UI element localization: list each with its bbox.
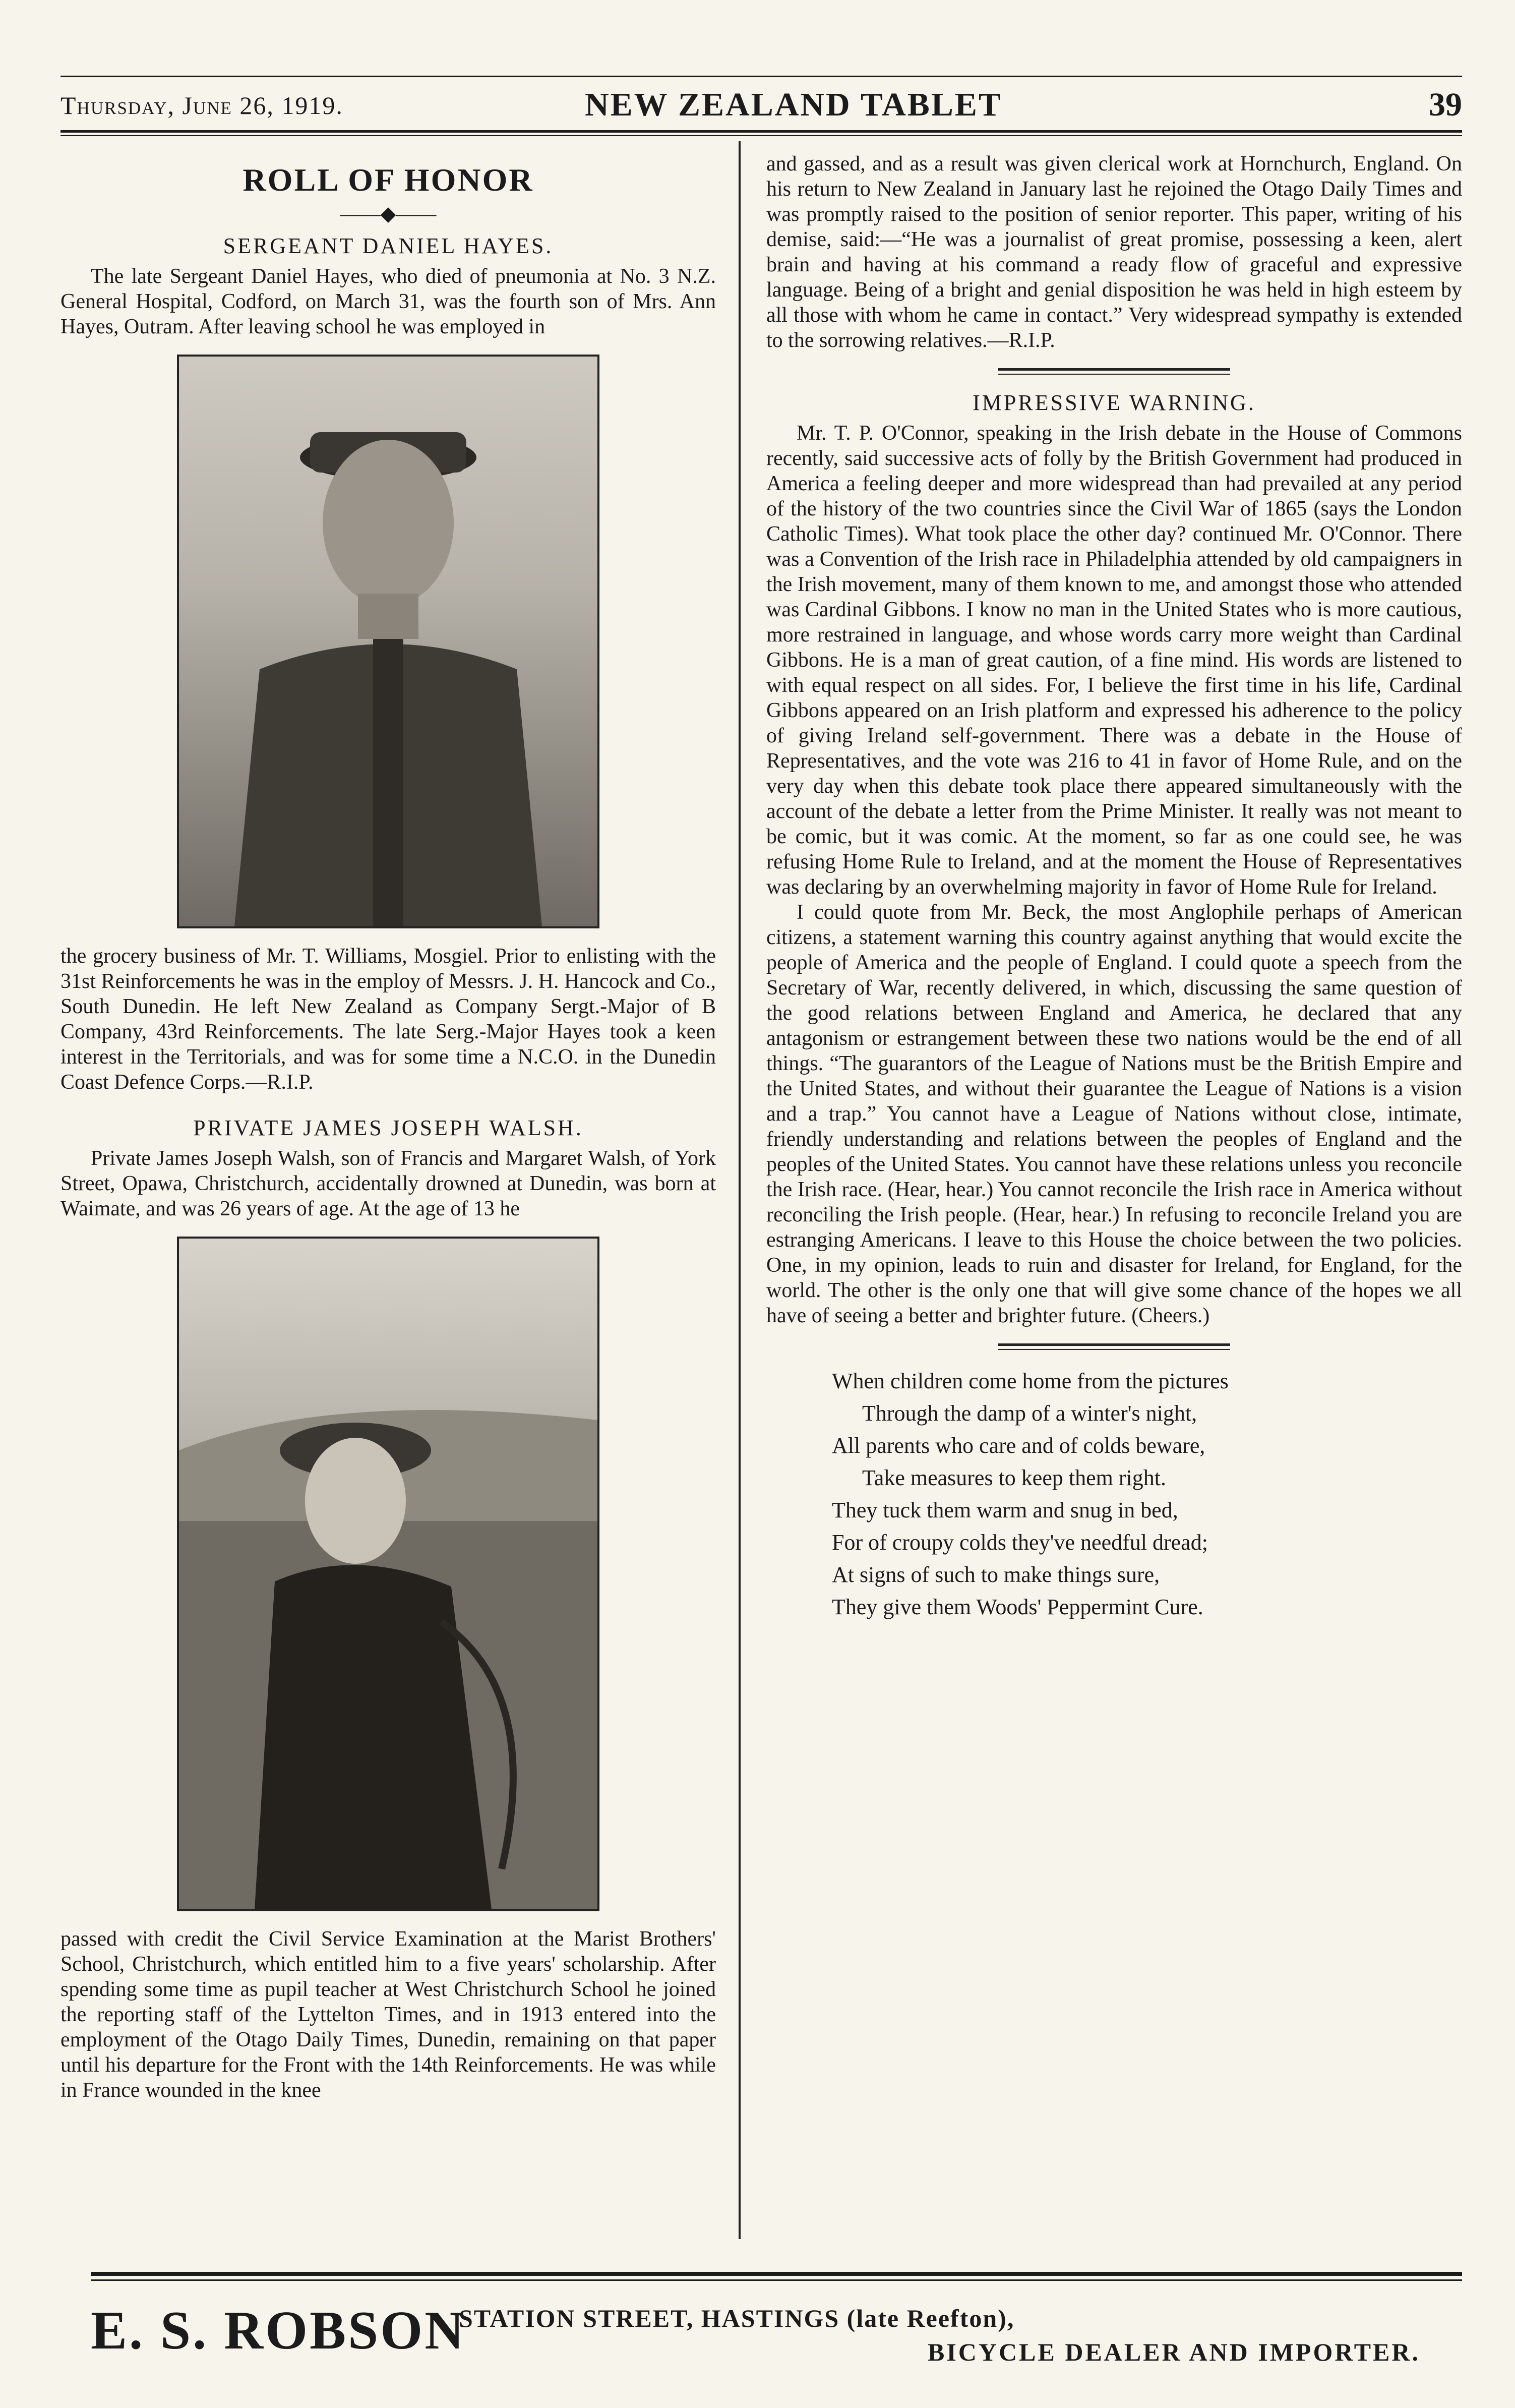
poem-line: At signs of such to make things sure, [832,1562,1160,1587]
poem-line: Through the damp of a winter's night, [862,1401,1197,1426]
publication-title: NEW ZEALAND TABLET [585,86,1002,123]
poem-line: All parents who care and of colds beware, [832,1433,1205,1458]
footer-rule-thin [91,2279,1462,2281]
poem-line: They give them Woods' Peppermint Cure. [832,1595,1203,1619]
warning-paragraph-1: Mr. T. P. O'Connor, speaking in the Irish debate in the House of Commons recently, said successive acts of folly by the British Government had produced in America a feeling deeper and more widespread than had prevailed at any period of the history of the two countries since the Civil War of 1865 (says the London Catholic Times). What took place the other day? continued Mr. O'Connor. There was a Convention of the Irish race in Philadelphia attended by old campaigners in the Irish movement, many of them known to me, and amongst those who attended was Cardinal Gibbons. I know no man in the United States who is more cautious, more restrained in language, and whose words carry more weight than Cardinal Gibbons. He is a man of great caution, of a fine mind. His words are listened to with equal respect on all sides. For, I believe the first time in his life, Cardinal Gibbons appeared on an Irish platform and expressed his adherence to the policy of giving Ireland self-government. There was a debate in the House of Representatives, and the vote was 216 to 41 in favor of Home Rule, and on the very day when this debate took place there appeared simultaneously with the account of the debate a letter from the Prime Minister. It really was not meant to be comic, but it was comic. At the moment, so far as one could see, he was refusing Home Rule to Ireland, and at the moment the House of Representatives was declaring by an overwhelming majority in favor of Home Rule for Ireland. [766,422,1462,899]
walsh-heading: PRIVATE JAMES JOSEPH WALSH. [193,1115,583,1140]
header-rule [60,130,1462,133]
page-header [60,86,1462,126]
walsh-paragraph-2: passed with credit the Civil Service Examination at the Marist Brothers' School, Christchurch, which entitled him to a five years' scholarship. After spending some time as pupil teacher at West Christchurch School he joined the reporting staff of the Lyttelton Times, and in 1913 entered into the employment of the Otago Daily Times, Dunedin, remaining on that paper until his departure for the Front with the 14th Reinforcements. He was while in France wounded in the knee [60,1927,716,2102]
section-divider-1 [998,368,1230,375]
poem-line: When children come home from the pictures [832,1369,1229,1393]
poem-line: For of croupy colds they've needful dread; [832,1530,1208,1555]
header-rule-thin [60,135,1462,136]
header-top-rule [60,76,1462,77]
walsh-paragraph-3: and gassed, and as a result was given clerical work at Hornchurch, England. On his return to New Zealand in January last he rejoined the Otago Daily Times and was promptly raised to the position of senior reporter. This paper, writing of his demise, said:—“He was a journalist of great promise, possessing a keen, alert brain and having at his command a ready flow of graceful and expressive language. Being of a bright and genial disposition he was held in high esteem by all those with whom he came in contact.” Very widespread sympathy is extended to the sorrowing relatives.—R.I.P. [766,152,1462,352]
advertisement-footer [91,2289,1462,2390]
soldier-portrait-illustration [179,357,597,926]
roll-of-honor-title: ROLL OF HONOR [243,162,534,198]
column-divider [739,141,741,2239]
poem-line: They tuck them warm and snug in bed, [832,1498,1178,1522]
left-column [60,151,716,2103]
issue-date: Thursday, June 26, 1919. [60,91,343,120]
hayes-paragraph-2: the grocery business of Mr. T. Williams, Mosgiel. Prior to enlisting with the 31st Reinforcements he was in the employ of Messrs. J. H. Hancock and Co., South Dunedin. He left New Zealand as Company Sergt.-Major of B Company, 43rd Reinforcements. The late Serg.-Major Hayes took a keen interest in the Territorials, and was for some time a N.C.O. in the Dunedin Coast Defence Corps.—R.I.P. [60,945,716,1094]
advertiser-address: STATION STREET, HASTINGS (late Reefton), [459,2304,1015,2332]
advertiser-name: E. S. ROBSON [91,2301,466,2361]
warning-paragraph-2: I could quote from Mr. Beck, the most Anglophile perhaps of American citizens, a statement warning this country against anything that would excite the people of America and the people of England. I could quote a speech from the Secretary of War, recently delivered, in which, discussing the same question of the good relations between England and America, he declared that any antagonism or estrangement between these two nations would be the end of all things. “The guarantors of the League of Nations must be the British Empire and the United States, and without their guarantee the League of Nations is a vision and a trap.” You cannot have a League of Nations without close, intimate, friendly understanding and relations between the peoples of England and the peoples of the United States. You cannot have these relations unless you reconcile the Irish race. (Hear, hear.) You cannot reconcile the Irish race in America without reconciling the Irish people. (Hear, hear.) In refusing to reconcile Ireland you are estranging Americans. I leave to this House the choice between the two policies. One, in my opinion, leads to ruin and disaster for Ireland, for England, for the world. The other is the only one that will give some chance of the hopes we all have of seeing a better and brighter future. (Cheers.) [766,901,1462,1327]
poem-line: Take measures to keep them right. [862,1465,1166,1490]
walsh-portrait-photo [177,1237,599,1911]
footer-rule [91,2272,1462,2276]
hayes-paragraph-1: The late Sergeant Daniel Hayes, who died of pneumonia at No. 3 N.Z. General Hospital, Codford, on March 31, was the fourth son of Mrs. Ann Hayes, Outram. After leaving school he was employed in [60,265,716,338]
advertisement-poem [832,1365,1462,1623]
section-divider-2 [998,1343,1230,1350]
warning-heading: IMPRESSIVE WARNING. [973,390,1256,415]
page-number: 39 [1429,86,1462,123]
hayes-portrait-photo [177,355,599,928]
seated-man-illustration [179,1239,597,1909]
walsh-paragraph-1: Private James Joseph Walsh, son of Francis and Margaret Walsh, of York Street, Opawa, Christchurch, accidentally drowned at Dunedin, was born at Waimate, and was 26 years of age. At the age of 13 he [60,1147,716,1220]
right-column [766,151,1462,1623]
hayes-heading: SERGEANT DANIEL HAYES. [223,233,554,258]
advertiser-trade: BICYCLE DEALER AND IMPORTER. [928,2338,1421,2366]
title-ornament: ——◆—— [340,202,437,225]
